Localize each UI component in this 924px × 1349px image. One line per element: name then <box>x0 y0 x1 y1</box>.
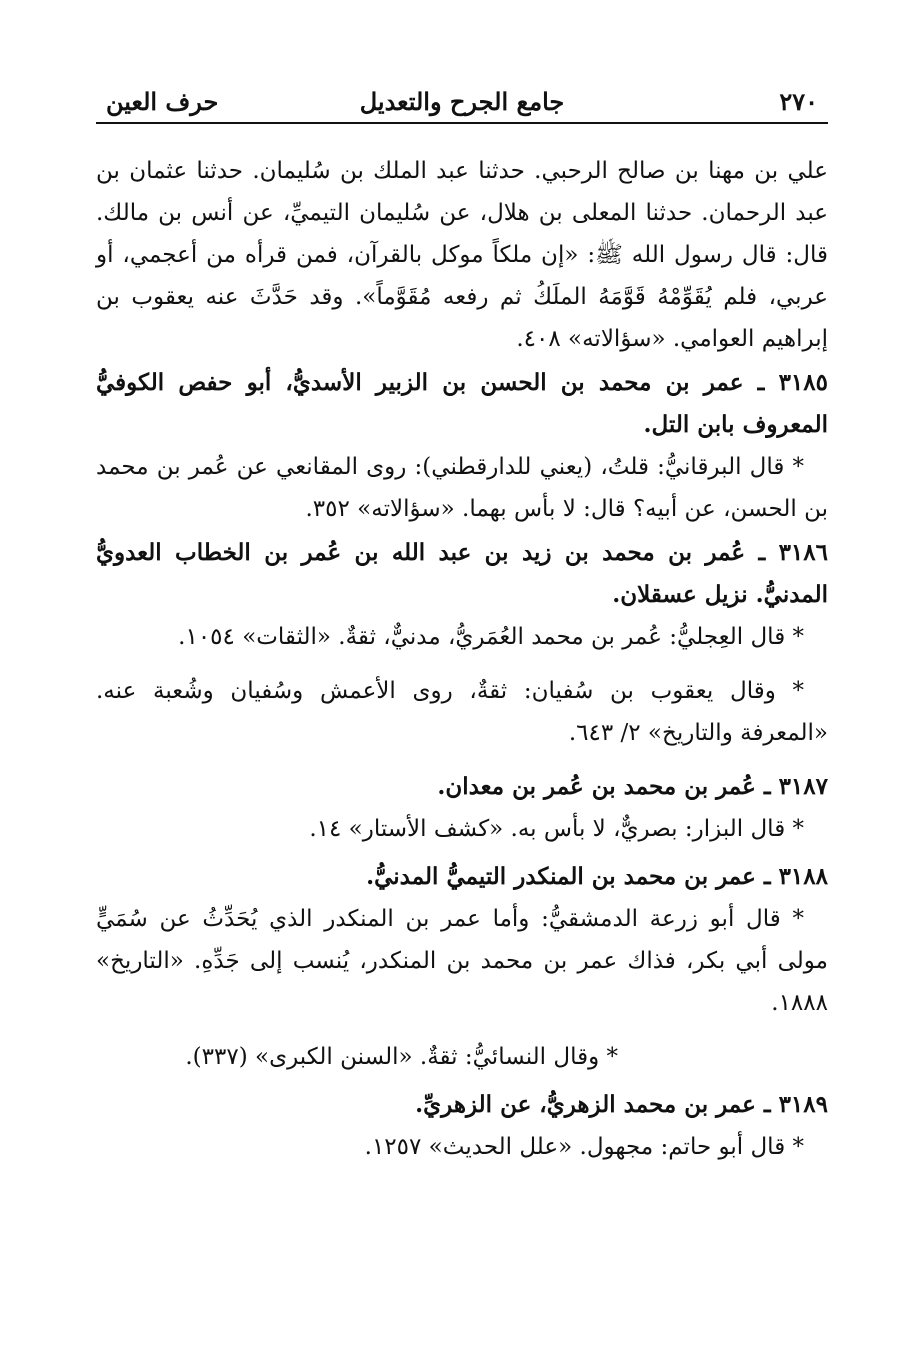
entry-3186-quote-1: * قال العِجليُّ: عُمر بن محمد العُمَريُّ، مدنيٌّ، ثقةٌ. «الثقات» ١٠٥٤. <box>178 624 804 650</box>
entry-3188-quote-1: * قال أبو زرعة الدمشقيُّ: وأما عمر بن المنكدر الذي يُحَدِّثُ عن سُمَيٍّ مولى أبي بكر، فذاك عمر بن محمد بن المنكدر، يُنسب إلى جَدِّهِ. «التاريخ» ١٨٨٨. <box>96 906 828 1016</box>
entry-3186-title: ٣١٨٦ ـ عُمر بن محمد بن زيد بن عبد الله بن عُمر بن الخطاب العدويُّ المدنيُّ. نزيل عسقلان. <box>96 539 828 608</box>
entry-3189-title: ٣١٨٩ ـ عمر بن محمد الزهريُّ، عن الزهريِّ. <box>415 1091 828 1118</box>
entry-3185-title: ٣١٨٥ ـ عمر بن محمد بن الحسن بن الزبير الأسديُّ، أبو حفص الكوفيُّ المعروف بابن التل. <box>96 369 828 438</box>
entry-3185-quote: * قال البرقانيُّ: قلتُ، (يعني للدارقطني): روى المقانعي عن عُمر بن محمد بن الحسن، عن أبيه؟ قال: لا بأس بهما. «سؤالاته» ٣٥٢. <box>96 454 828 522</box>
entry-3187-title: ٣١٨٧ ـ عُمر بن محمد بن عُمر بن معدان. <box>437 773 828 800</box>
entry-3189-quote: * قال أبو حاتم: مجهول. «علل الحديث» ١٢٥٧. <box>364 1134 804 1160</box>
book-title: جامع الجرح والتعديل <box>359 87 565 116</box>
entry-3188-quote-2: * وقال النسائيُّ: ثقةٌ. «السنن الكبرى» (٣٣٧). <box>185 1044 618 1070</box>
entry-3188-title: ٣١٨٨ ـ عمر بن محمد بن المنكدر التيميُّ المدنيُّ. <box>366 863 828 890</box>
entry-3186-quote-2: * وقال يعقوب بن سُفيان: ثقةٌ، روى الأعمش وسُفيان وشُعبة عنه. «المعرفة والتاريخ» ٢/ ٦٤٣. <box>96 678 828 746</box>
section-title: حرف العين <box>106 87 219 116</box>
page-body <box>96 150 828 1168</box>
page-number: ٢٧٠ <box>779 87 818 116</box>
page-header <box>96 86 828 124</box>
paragraph-intro: علي بن مهنا بن صالح الرحبي. حدثنا عبد الملك بن سُليمان. حدثنا عثمان بن عبد الرحمان. حدثنا المعلى بن هلال، عن سُليمان التيميِّ، عن أنس بن مالك. قال: قال رسول الله ﷺ: «إن ملكاً موكل بالقرآن، فمن قرأه من أعجمي، أو عربي، فلم يُقَوِّمْهُ قَوَّمَهُ الملَكُ ثم رفعه مُقَوَّماً». وقد حَدَّثَ عنه يعقوب بن إبراهيم العوامي. «سؤالاته» ٤٠٨. <box>96 158 828 352</box>
entry-3187-quote: * قال البزار: بصريٌّ، لا بأس به. «كشف الأستار» ١٤. <box>309 816 804 842</box>
